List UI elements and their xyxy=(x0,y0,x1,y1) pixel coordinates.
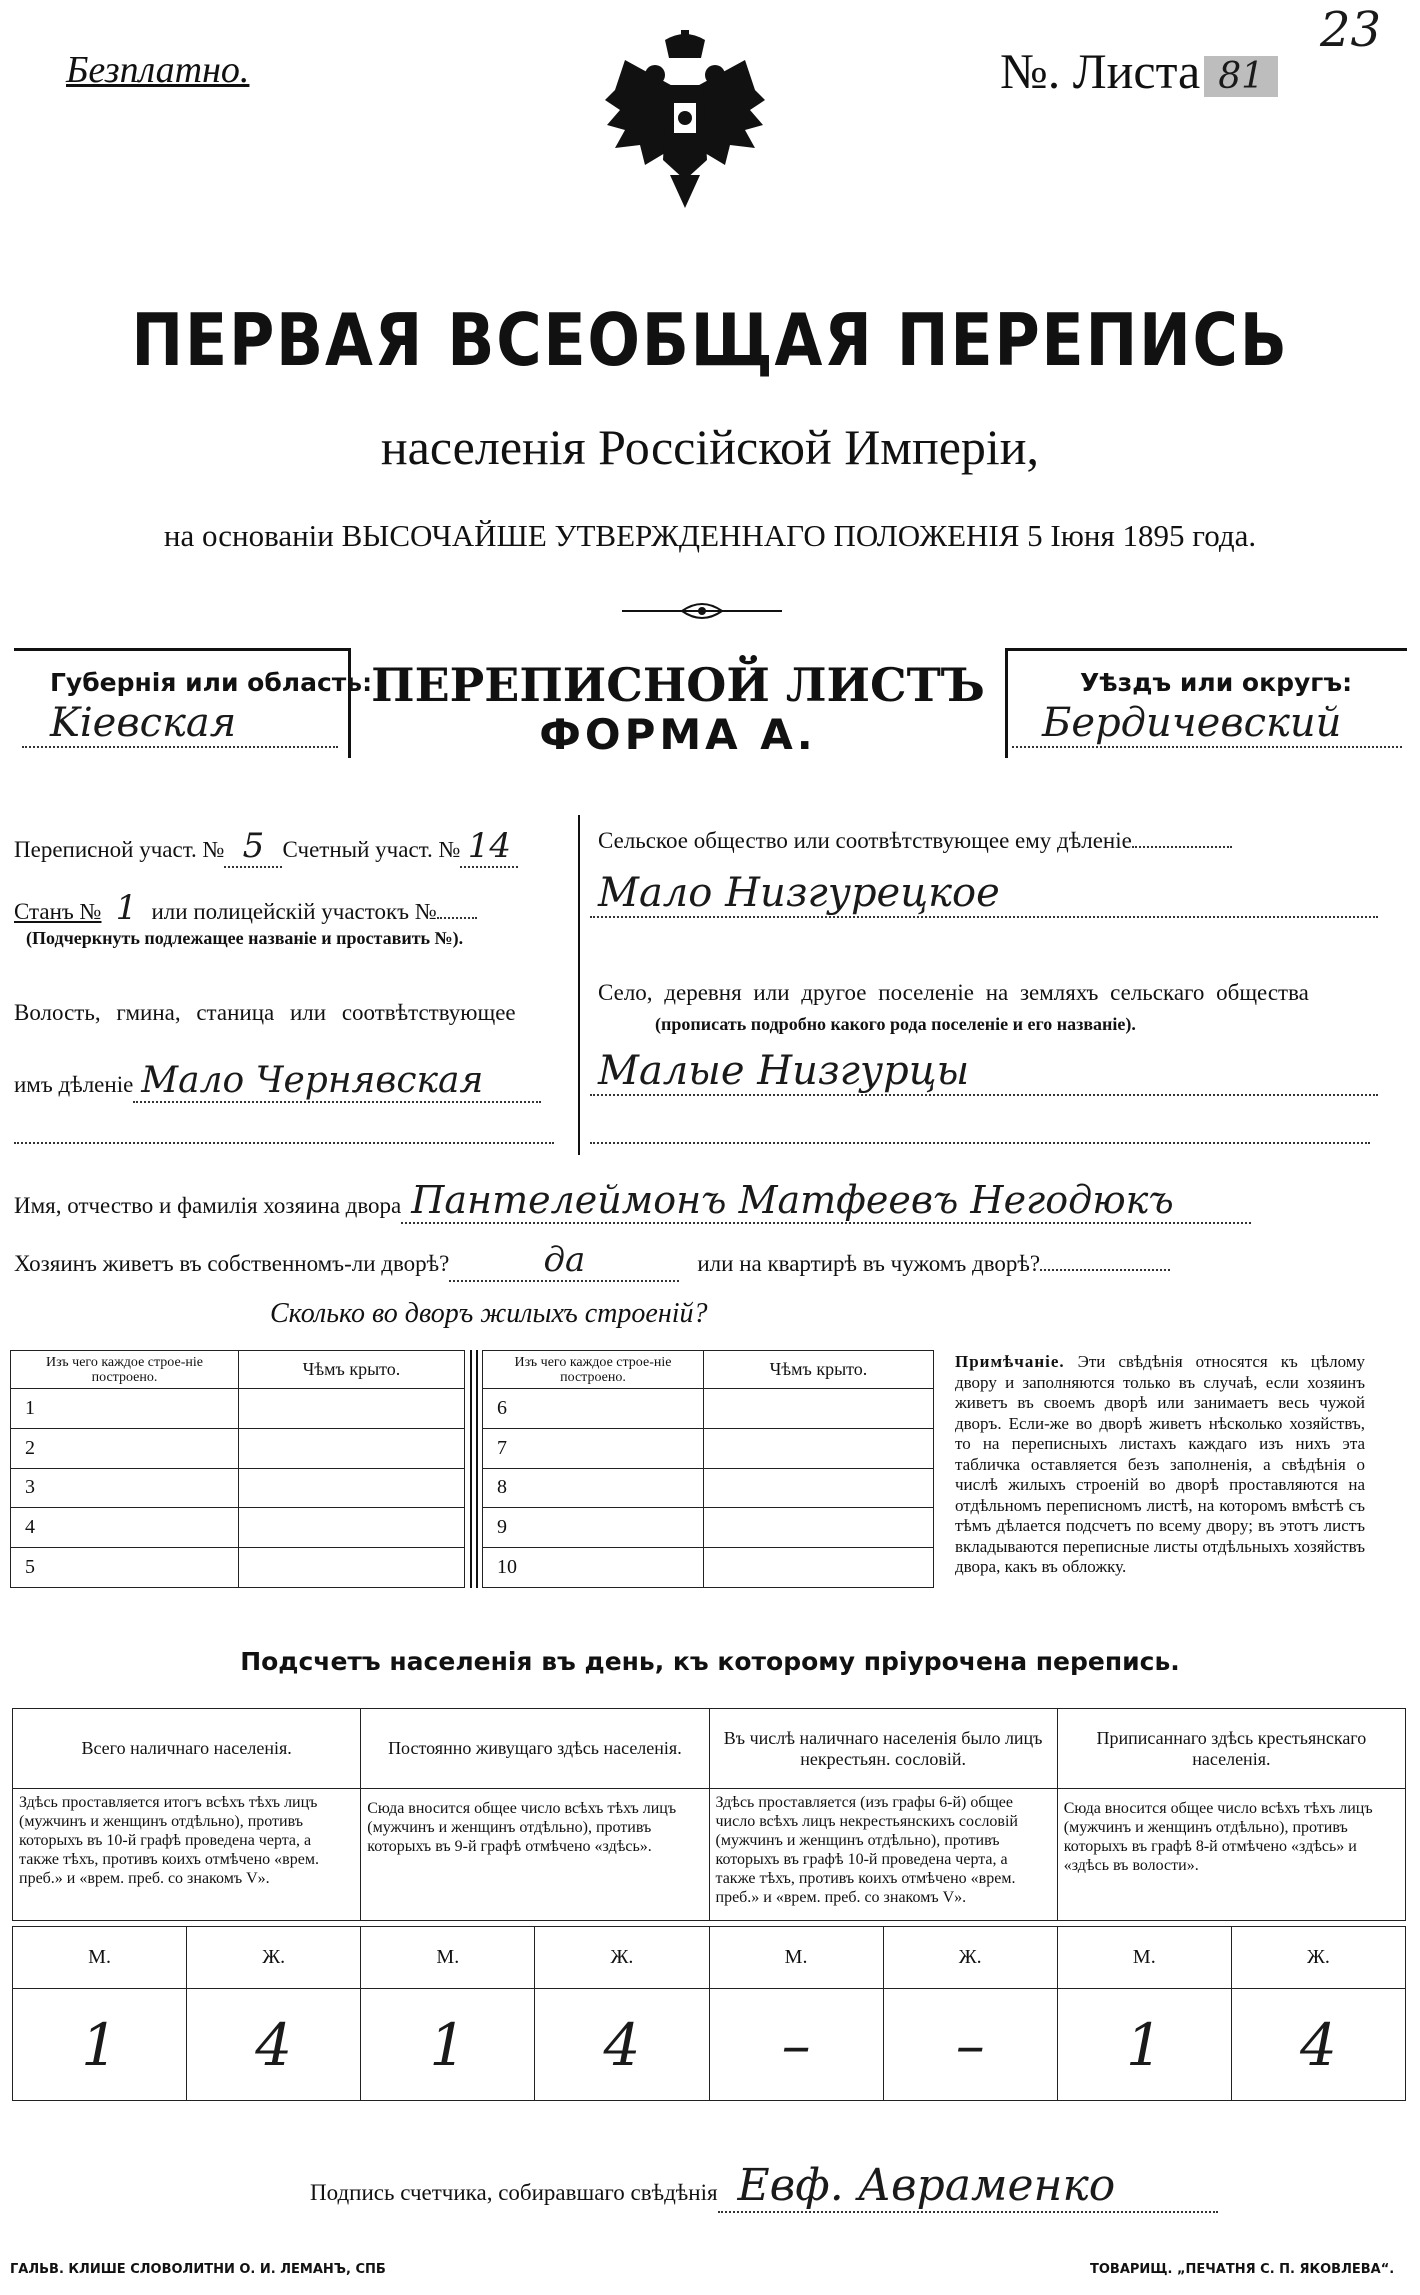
note-block xyxy=(955,1352,1365,1578)
volost-label: Волость, гмина, станица или соотвѣтствующее xyxy=(14,1000,516,1025)
subtitle: населенія Россійской Имперіи, xyxy=(380,419,1040,475)
village-note: (прописать подробно какого рода поселеніе и его названіе). xyxy=(655,1014,1136,1034)
table-row[interactable]: 8 xyxy=(483,1468,704,1508)
pop-col-2-title: Постоянно живущаго здѣсь населенія. xyxy=(361,1709,709,1789)
stan-label: Станъ № xyxy=(14,899,102,924)
uchastok-value[interactable]: 5 xyxy=(224,826,282,868)
zh-header: Ж. xyxy=(535,1927,709,1989)
ornament-divider xyxy=(622,601,782,621)
form-name: ФОРМА А. xyxy=(539,710,817,759)
underline-note: (Подчеркнуть подлежащее названіе и проставить №). xyxy=(26,928,464,948)
note-title: Примѣчаніе. xyxy=(955,1352,1065,1371)
col-material-header-2: Изъ чего каждое строе-ніе построено. xyxy=(483,1351,704,1389)
main-title: ПЕРВАЯ ВСЕОБЩАЯ ПЕРЕПИСЬ xyxy=(131,298,1289,382)
own-yard-value[interactable]: да xyxy=(449,1240,679,1282)
buildings-table xyxy=(10,1350,940,1600)
zh-header: Ж. xyxy=(883,1927,1057,1989)
footer-left: ГАЛЬВ. КЛИШЕ СЛОВОЛИТНИ О. И. ЛЕМАНЪ, СПБ xyxy=(10,2262,386,2277)
schetny-value[interactable]: 14 xyxy=(460,826,518,868)
non-peasant-zh-value[interactable]: – xyxy=(883,1989,1057,2101)
own-yard-label: Хозяинъ живетъ въ собственномъ-ли дворѣ? xyxy=(14,1251,450,1276)
note-text: Эти свѣдѣнія относятся къ цѣлому двору и заполняются только въ случаѣ, если хозяинъ живетъ въ своемъ дворѣ или занимаетъ весь чужой дворъ. Если-же во дворѣ живетъ нѣсколько хозяйствъ, то на переписныхъ листахъ каждаго изъ нихъ эта табличка оставляется безъ заполненія, а свѣдѣнія о числѣ жилыхъ строеній во дворѣ проставляются на отдѣльномъ переписномъ листѣ, на которомъ вмѣстѣ съ тѣмъ дѣлается подсчетъ по всему двору; въ этотъ листъ вкладываются переписные листы отдѣльныхъ хозяйствъ двора, какъ въ обложку. xyxy=(955,1352,1366,1576)
table-row[interactable]: 9 xyxy=(483,1508,704,1548)
resident-zh-value[interactable]: 4 xyxy=(535,1989,709,2101)
signature-value[interactable]: Евф. Авраменко xyxy=(718,2160,1218,2213)
blank-line xyxy=(14,1142,554,1144)
sheet-number-value: 81 xyxy=(1204,56,1278,97)
pop-col-4-title: Приписаннаго здѣсь крестьянскаго населенія. xyxy=(1057,1709,1405,1789)
village-label: Село, деревня или другое поселеніе на земляхъ сельскаго общества xyxy=(598,980,1309,1005)
sheet-number-label: №. Листа xyxy=(1000,43,1201,99)
col-roof-header: Чѣмъ крыто. xyxy=(239,1351,465,1389)
table-row[interactable]: 2 xyxy=(11,1428,239,1468)
uezd-label: Уѣздъ или округъ: xyxy=(1080,668,1353,697)
population-table xyxy=(12,1708,1406,1921)
uchastok-label: Переписной участ. № xyxy=(14,837,225,862)
m-header: М. xyxy=(709,1927,883,1989)
owner-name-value[interactable]: Пантелеймонъ Матфеевъ Негодюкъ xyxy=(401,1178,1251,1224)
pop-col-3-desc: Здѣсь проставляется (изъ графы 6-й) общее число всѣхъ лицъ некрестьянскихъ сословій (мужчинъ и женщинъ отдѣльно), противъ которыхъ въ графѣ 10-й проведена черта, а также тѣхъ, противъ коихъ отмѣчено «врем. преб.» и «врем. преб. со знакомъ V». xyxy=(709,1789,1057,1921)
volost-label-2: имъ дѣленіе xyxy=(14,1072,134,1097)
double-headed-eagle-emblem xyxy=(585,30,785,210)
basis-line: на основаніи ВЫСОЧАЙШЕ УТВЕРЖДЕННАГО ПОЛОЖЕНІЯ 5 Іюня 1895 года. xyxy=(163,518,1257,553)
zh-header: Ж. xyxy=(1231,1927,1405,1989)
police-value[interactable] xyxy=(437,895,477,919)
m-header: М. xyxy=(1057,1927,1231,1989)
pop-col-3-title: Въ числѣ наличнаго населенія было лицъ некрестьян. сословій. xyxy=(709,1709,1057,1789)
population-heading: Подсчетъ населенія въ день, къ которому пріурочена перепись. xyxy=(240,1647,1180,1676)
table-row[interactable]: 5 xyxy=(11,1548,239,1588)
stan-value[interactable]: 1 xyxy=(115,888,138,928)
resident-m-value[interactable]: 1 xyxy=(361,1989,535,2101)
m-header: М. xyxy=(13,1927,187,1989)
guberniya-value[interactable]: Kiевская xyxy=(22,700,338,748)
owner-name-label: Имя, отчество и фамилія хозяина двора xyxy=(14,1193,402,1218)
society-label: Сельское общество или соотвѣтствующее ему дѣленіе xyxy=(598,828,1132,853)
uezd-value[interactable]: Бердичевский xyxy=(1012,700,1402,748)
table-row[interactable]: 3 xyxy=(11,1468,239,1508)
police-label: или полицейскій участокъ № xyxy=(151,899,437,924)
society-value[interactable]: Мало Низгурецкое xyxy=(590,870,1378,918)
registered-m-value[interactable]: 1 xyxy=(1057,1989,1231,2101)
emblem xyxy=(585,30,785,210)
rent-value[interactable] xyxy=(1040,1249,1170,1271)
table-row[interactable]: 7 xyxy=(483,1428,704,1468)
corner-number: 23 xyxy=(1320,2,1382,58)
table-row[interactable]: 10 xyxy=(483,1548,704,1588)
pop-col-1-title: Всего наличнаго населенія. xyxy=(13,1709,361,1789)
pop-col-2-desc: Сюда вносится общее число всѣхъ тѣхъ лицъ (мужчинъ и женщинъ отдѣльно), противъ которыхъ въ 9-й графѣ отмѣчено «здѣсь». xyxy=(361,1789,709,1921)
total-m-value[interactable]: 1 xyxy=(13,1989,187,2101)
m-header: М. xyxy=(361,1927,535,1989)
rent-label: или на квартирѣ въ чужомъ дворѣ? xyxy=(697,1251,1041,1276)
col-material-header: Изъ чего каждое строе-ніе построено. xyxy=(11,1351,239,1389)
registered-zh-value[interactable]: 4 xyxy=(1231,1989,1405,2101)
col-roof-header-2: Чѣмъ крыто. xyxy=(704,1351,934,1389)
pop-col-4-desc: Сюда вносится общее число всѣхъ тѣхъ лицъ (мужчинъ и женщинъ отдѣльно), противъ которыхъ въ графѣ 8-й отмѣчено «здѣсь» и «здѣсь въ волости». xyxy=(1057,1789,1405,1921)
total-zh-value[interactable]: 4 xyxy=(187,1989,361,2101)
table-row[interactable]: 4 xyxy=(11,1508,239,1548)
signature-label: Подпись счетчика, собиравшаго свѣдѣнія xyxy=(310,2180,718,2205)
village-value[interactable]: Малые Низгурцы xyxy=(590,1048,1378,1096)
zh-header: Ж. xyxy=(187,1927,361,1989)
schetny-label: Счетный участ. № xyxy=(282,837,461,862)
table-row[interactable]: 6 xyxy=(483,1389,704,1429)
free-label: Безплатно. xyxy=(66,49,250,91)
buildings-question: Сколько во дворъ жилыхъ строеній? xyxy=(270,1298,708,1329)
volost-value[interactable]: Мало Чернявская xyxy=(133,1060,541,1103)
sheet-title: ПЕРЕПИСНОЙ ЛИСТЪ xyxy=(371,658,985,712)
population-values-table xyxy=(12,1926,1406,2101)
guberniya-label: Губернія или область: xyxy=(50,668,373,697)
non-peasant-m-value[interactable]: – xyxy=(709,1989,883,2101)
footer-right: ТОВАРИЩ. „ПЕЧАТНЯ С. П. ЯКОВЛЕВА“. xyxy=(1090,2262,1395,2277)
pop-col-1-desc: Здѣсь проставляется итогъ всѣхъ тѣхъ лицъ (мужчинъ и женщинъ отдѣльно), противъ которыхъ въ 10-й графѣ проведена черта, а также тѣхъ, противъ коихъ отмѣчено «врем. преб.» и «врем. преб. со знакомъ V». xyxy=(13,1789,361,1921)
table-row[interactable]: 1 xyxy=(11,1389,239,1429)
